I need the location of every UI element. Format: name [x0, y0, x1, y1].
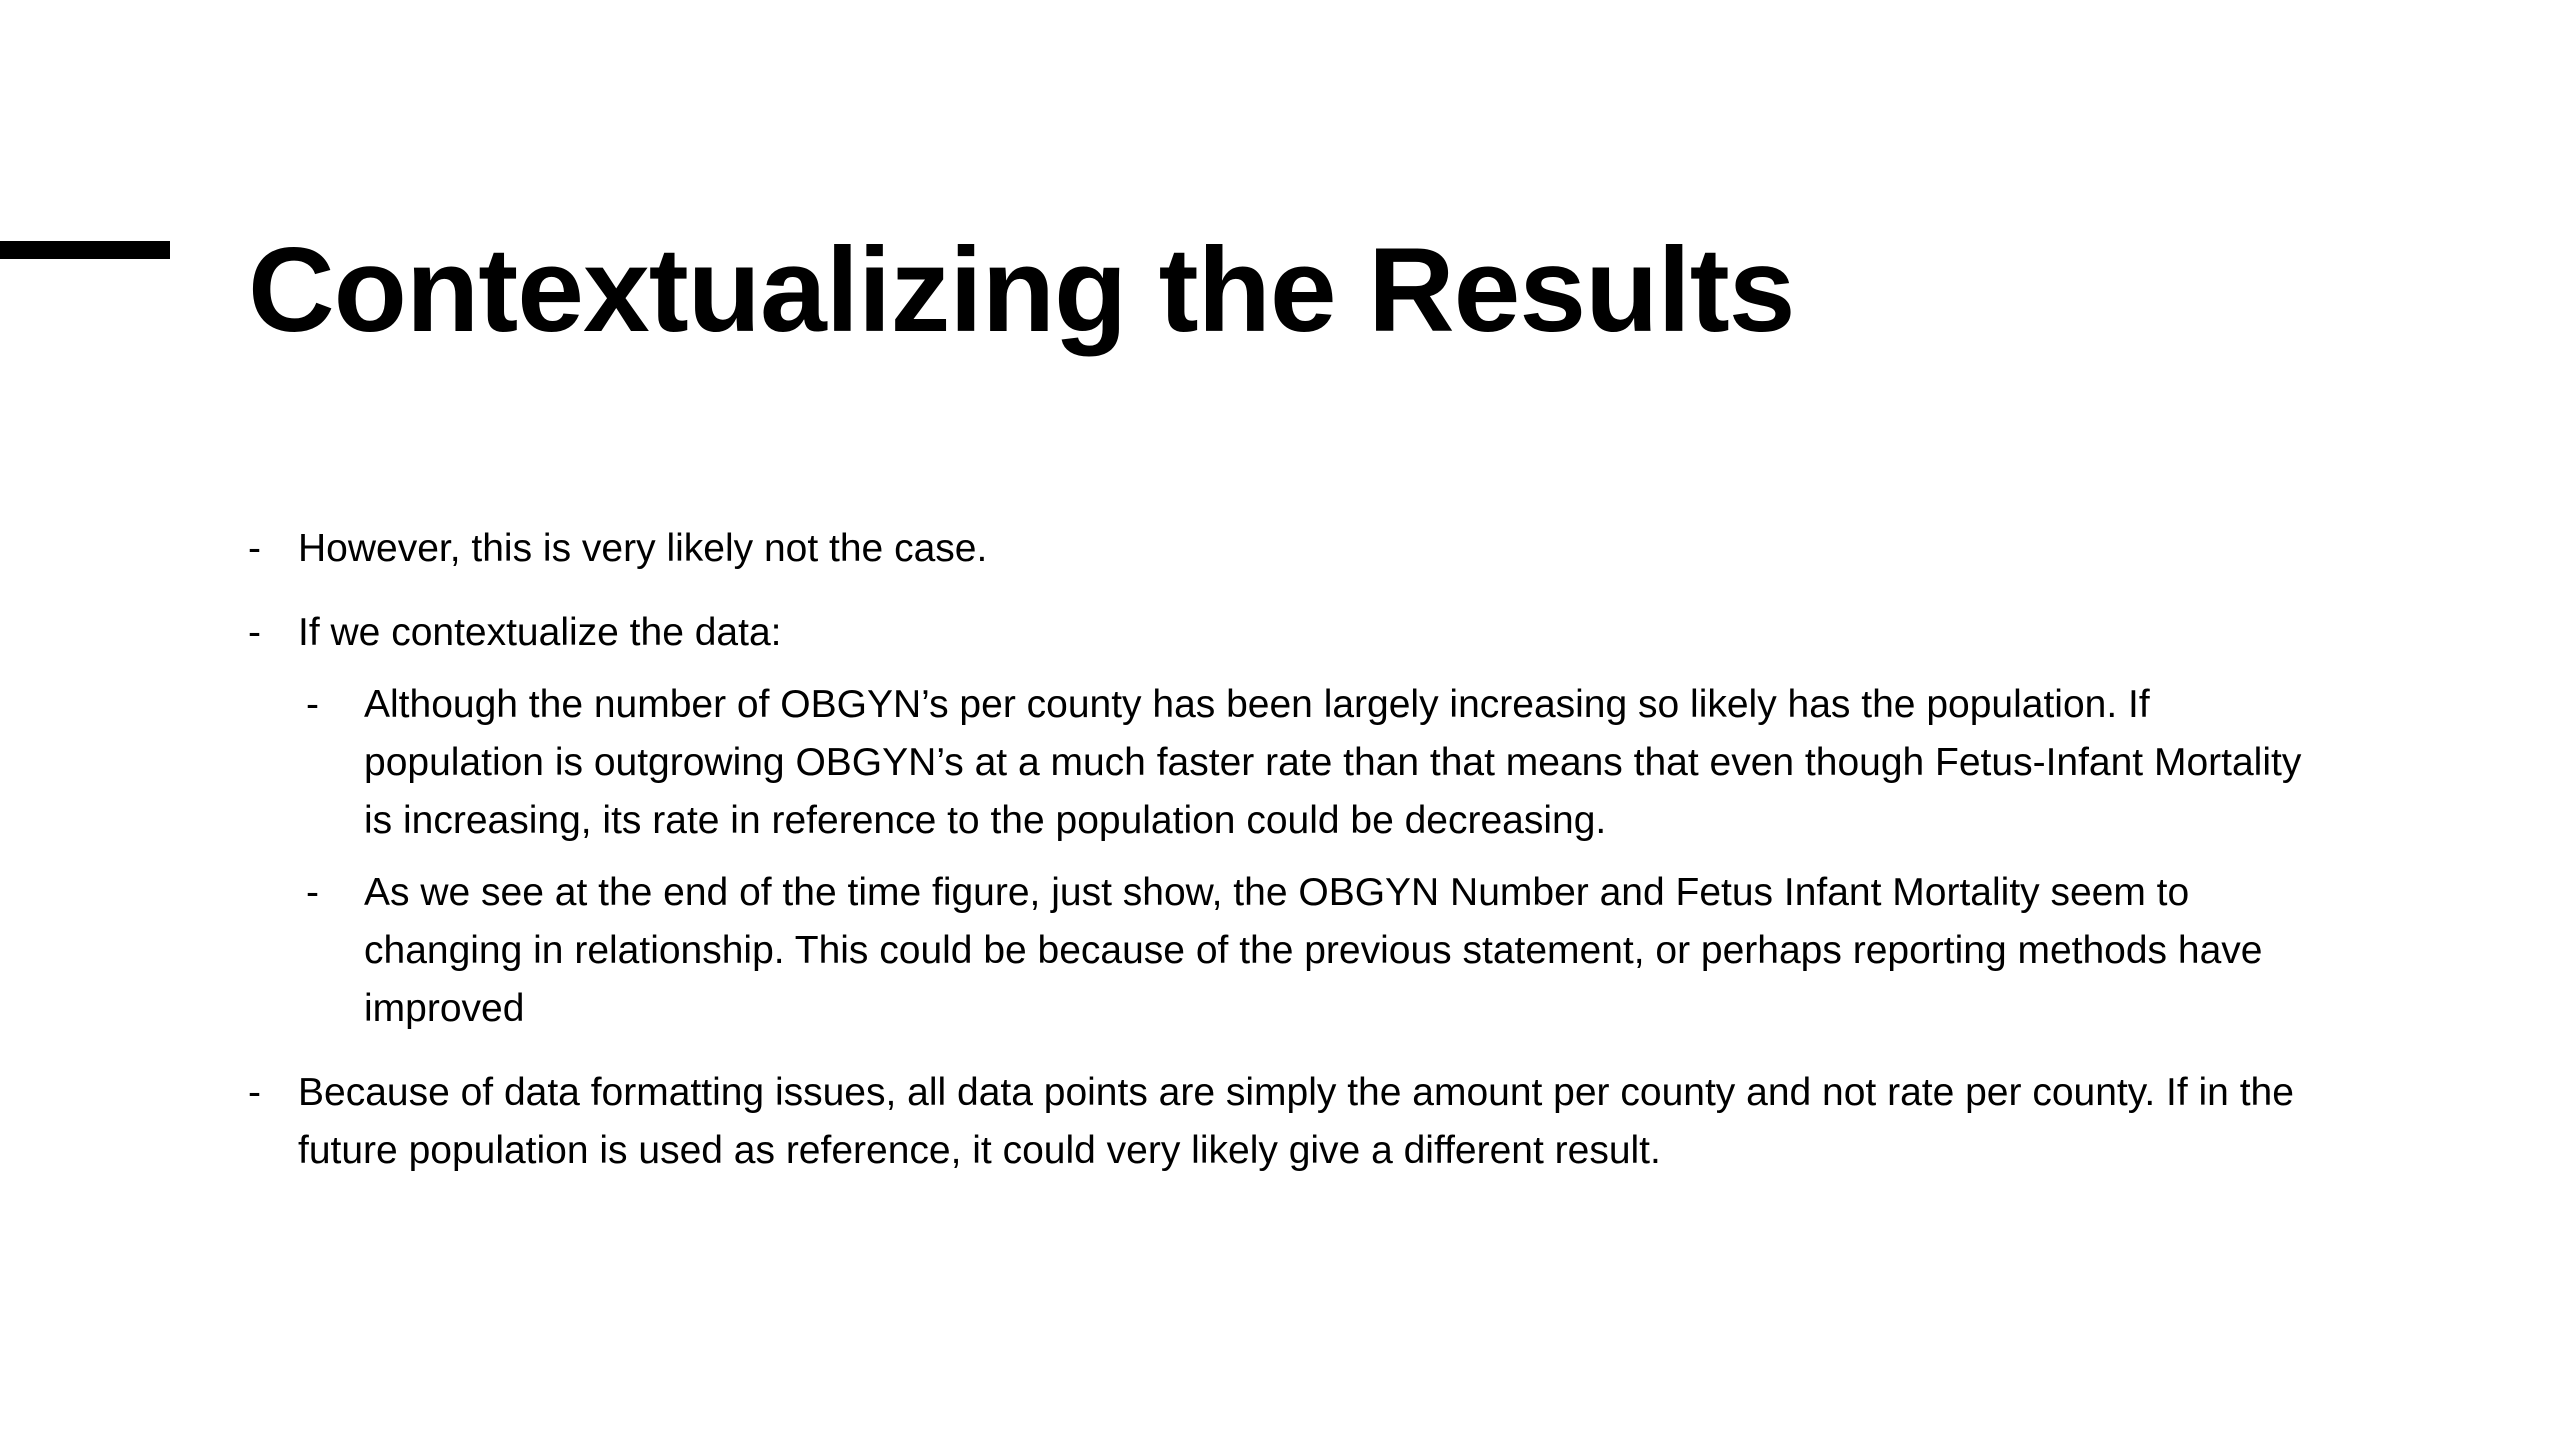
slide-body: [248, 520, 2328, 1180]
bullet-item: [248, 1064, 2328, 1180]
bullet-dash: -: [306, 871, 319, 914]
sub-bullet-item: [306, 676, 2328, 850]
bullet-item: [248, 520, 2328, 578]
bullet-item: [248, 604, 2328, 1038]
bullet-dash: -: [248, 527, 261, 570]
bullet-dash: -: [248, 611, 261, 654]
bullet-dash: -: [248, 1071, 261, 1114]
sub-bullet-list: [306, 676, 2328, 1038]
bullet-dash: -: [306, 683, 319, 726]
bullet-text: Because of data formatting issues, all data points are simply the amount per county and not rate per county. If in the future population is used as reference, it could very likely give a different result.: [298, 1071, 2294, 1172]
bullet-text: However, this is very likely not the case.: [298, 527, 988, 570]
sub-bullet-item: [306, 864, 2328, 1038]
title-accent-bar: [0, 241, 170, 259]
bullet-text: If we contextualize the data:: [298, 611, 782, 654]
sub-bullet-text: Although the number of OBGYN’s per county has been largely increasing so likely has the population. If population is outgrowing OBGYN’s at a much faster rate than that means that even though Fetus-Infant Mortality is increasing, its rate in reference to the population could be decreasing.: [364, 683, 2302, 842]
slide-title: Contextualizing the Results: [248, 223, 1795, 357]
sub-bullet-text: As we see at the end of the time figure, just show, the OBGYN Number and Fetus Infant Mortality seem to changing in relationship. This could be because of the previous statement, or perhaps reporting methods have improved: [364, 871, 2263, 1030]
bullet-list: [248, 520, 2328, 1180]
